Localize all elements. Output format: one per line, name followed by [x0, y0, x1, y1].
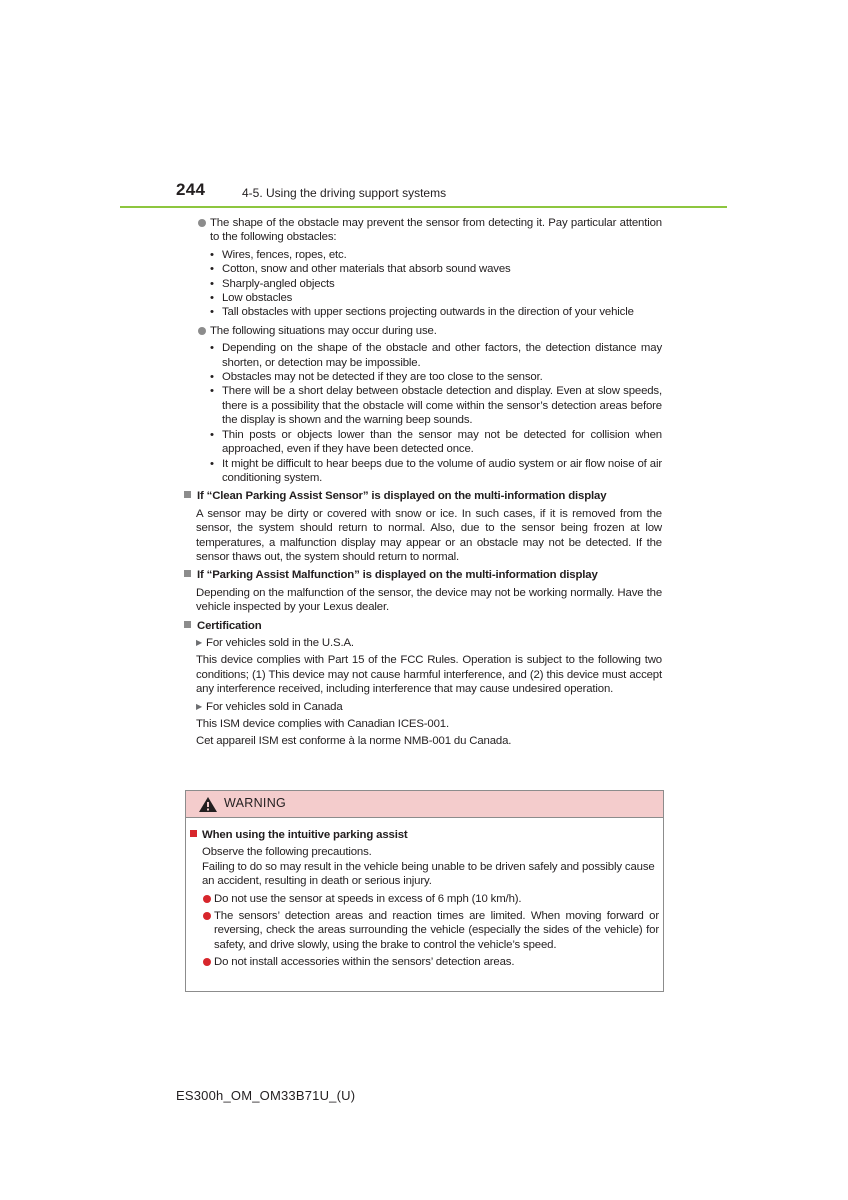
- obstacle-note-text: The shape of the obstacle may prevent the sensor from detecting it. Pay particular attention to the following obstacles:: [210, 217, 662, 244]
- triangle-right-icon: ▶: [196, 701, 203, 711]
- header-divider: [120, 206, 727, 208]
- list-item: • There will be a short delay between obstacle detection and display. Even at slow speeds, there is a possibility that the obstacle will come within the sensor’s detection areas before the display is shown and the warning beep sounds.: [210, 385, 662, 427]
- square-bullet-icon: [184, 570, 191, 577]
- warning-line-1: Observe the following precautions.: [202, 846, 372, 859]
- warning-header: [186, 791, 663, 818]
- bullet-dot-icon: [203, 895, 211, 903]
- main-content: [196, 215, 662, 749]
- bullet-dot-icon: [198, 219, 206, 227]
- list-item: • Sharply-angled objects: [210, 277, 335, 290]
- page-number: 244: [176, 180, 206, 199]
- list-item: • Tall obstacles with upper sections projecting outwards in the direction of your vehicle: [210, 306, 634, 319]
- warning-box: [185, 790, 664, 992]
- certification-heading: Certification: [184, 619, 662, 633]
- canada-text-en: This ISM device complies with Canadian ICES-001.: [196, 718, 449, 730]
- usa-label: ▶ For vehicles sold in the U.S.A.: [196, 636, 354, 649]
- square-bullet-icon: [184, 621, 191, 628]
- bullet-dot-icon: [203, 958, 211, 966]
- canada-text-fr: Cet appareil ISM est conforme à la norme NMB-001 du Canada.: [196, 735, 512, 748]
- warning-item: The sensors’ detection areas and reaction times are limited. When moving forward or reversing, check the areas surrounding the vehicle (especially the sides of the vehicle) for safety, and drive slowly, using the brake to control the vehicle’s speed.: [190, 909, 659, 952]
- clean-sensor-heading: If “Clean Parking Assist Sensor” is displayed on the multi-information display: [184, 489, 662, 503]
- warning-item: Do not install accessories within the sensors’ detection areas.: [190, 955, 659, 969]
- bullet-dot-icon: [198, 327, 206, 335]
- list-item: • Cotton, snow and other materials that absorb sound waves: [210, 263, 511, 276]
- obstacle-list: [196, 248, 662, 320]
- bullet-dot-icon: [203, 912, 211, 920]
- canada-label: ▶ For vehicles sold in Canada: [196, 700, 343, 713]
- square-bullet-icon: [184, 491, 191, 498]
- list-item: • Obstacles may not be detected if they are too close to the sensor.: [210, 371, 543, 384]
- malfunction-heading: If “Parking Assist Malfunction” is displayed on the multi-information display: [184, 568, 662, 582]
- warning-label: WARNING: [224, 796, 287, 810]
- malfunction-text: Depending on the malfunction of the sensor, the device may not be working normally. Have the vehicle inspected by your Lexus dealer.: [196, 586, 662, 614]
- usa-text: This device complies with Part 15 of the FCC Rules. Operation is subject to the following two conditions; (1) This device may not cause harmful interference, and (2) this device must accept any interference received, including interference that may cause undesired operation.: [196, 654, 662, 696]
- warning-body: [186, 818, 663, 970]
- list-item: • Low obstacles: [210, 292, 293, 305]
- situations-list: [196, 341, 662, 485]
- situations-note: [196, 324, 662, 338]
- situations-note-text: The following situations may occur during use.: [210, 324, 437, 337]
- clean-sensor-text: A sensor may be dirty or covered with snow or ice. In such cases, if it is removed from the sensor, the system should return to normal. Also, due to the sensor being frozen at low temperatures, a malfunction display may appear or an obstacle may not be detected. If the sensor thaws out, the system should return to normal.: [196, 507, 662, 563]
- triangle-right-icon: ▶: [196, 637, 203, 647]
- section-title: 4-5. Using the driving support systems: [242, 186, 447, 200]
- footer-code: ES300h_OM_OM33B71U_(U): [176, 1088, 356, 1103]
- warning-triangle-icon: [199, 797, 217, 817]
- list-item: • Depending on the shape of the obstacle and other factors, the detection distance may shorten, or detection may be impossible.: [210, 342, 662, 369]
- square-bullet-icon: [190, 830, 197, 837]
- list-item: • It might be difficult to hear beeps due to the volume of audio system or air flow noise of air conditioning system.: [210, 457, 662, 484]
- warning-item: Do not use the sensor at speeds in excess of 6 mph (10 km/h).: [190, 892, 659, 906]
- warning-subheading: When using the intuitive parking assist: [190, 828, 659, 842]
- list-item: • Wires, fences, ropes, etc.: [210, 248, 347, 261]
- warning-line-2: Failing to do so may result in the vehicle being unable to be driven safely and possibly cause an accident, resulting in death or serious injury.: [202, 860, 655, 888]
- obstacle-note: [196, 216, 662, 245]
- list-item: • Thin posts or objects lower than the sensor may not be detected for collision when approached, even if they have been detected once.: [210, 428, 662, 456]
